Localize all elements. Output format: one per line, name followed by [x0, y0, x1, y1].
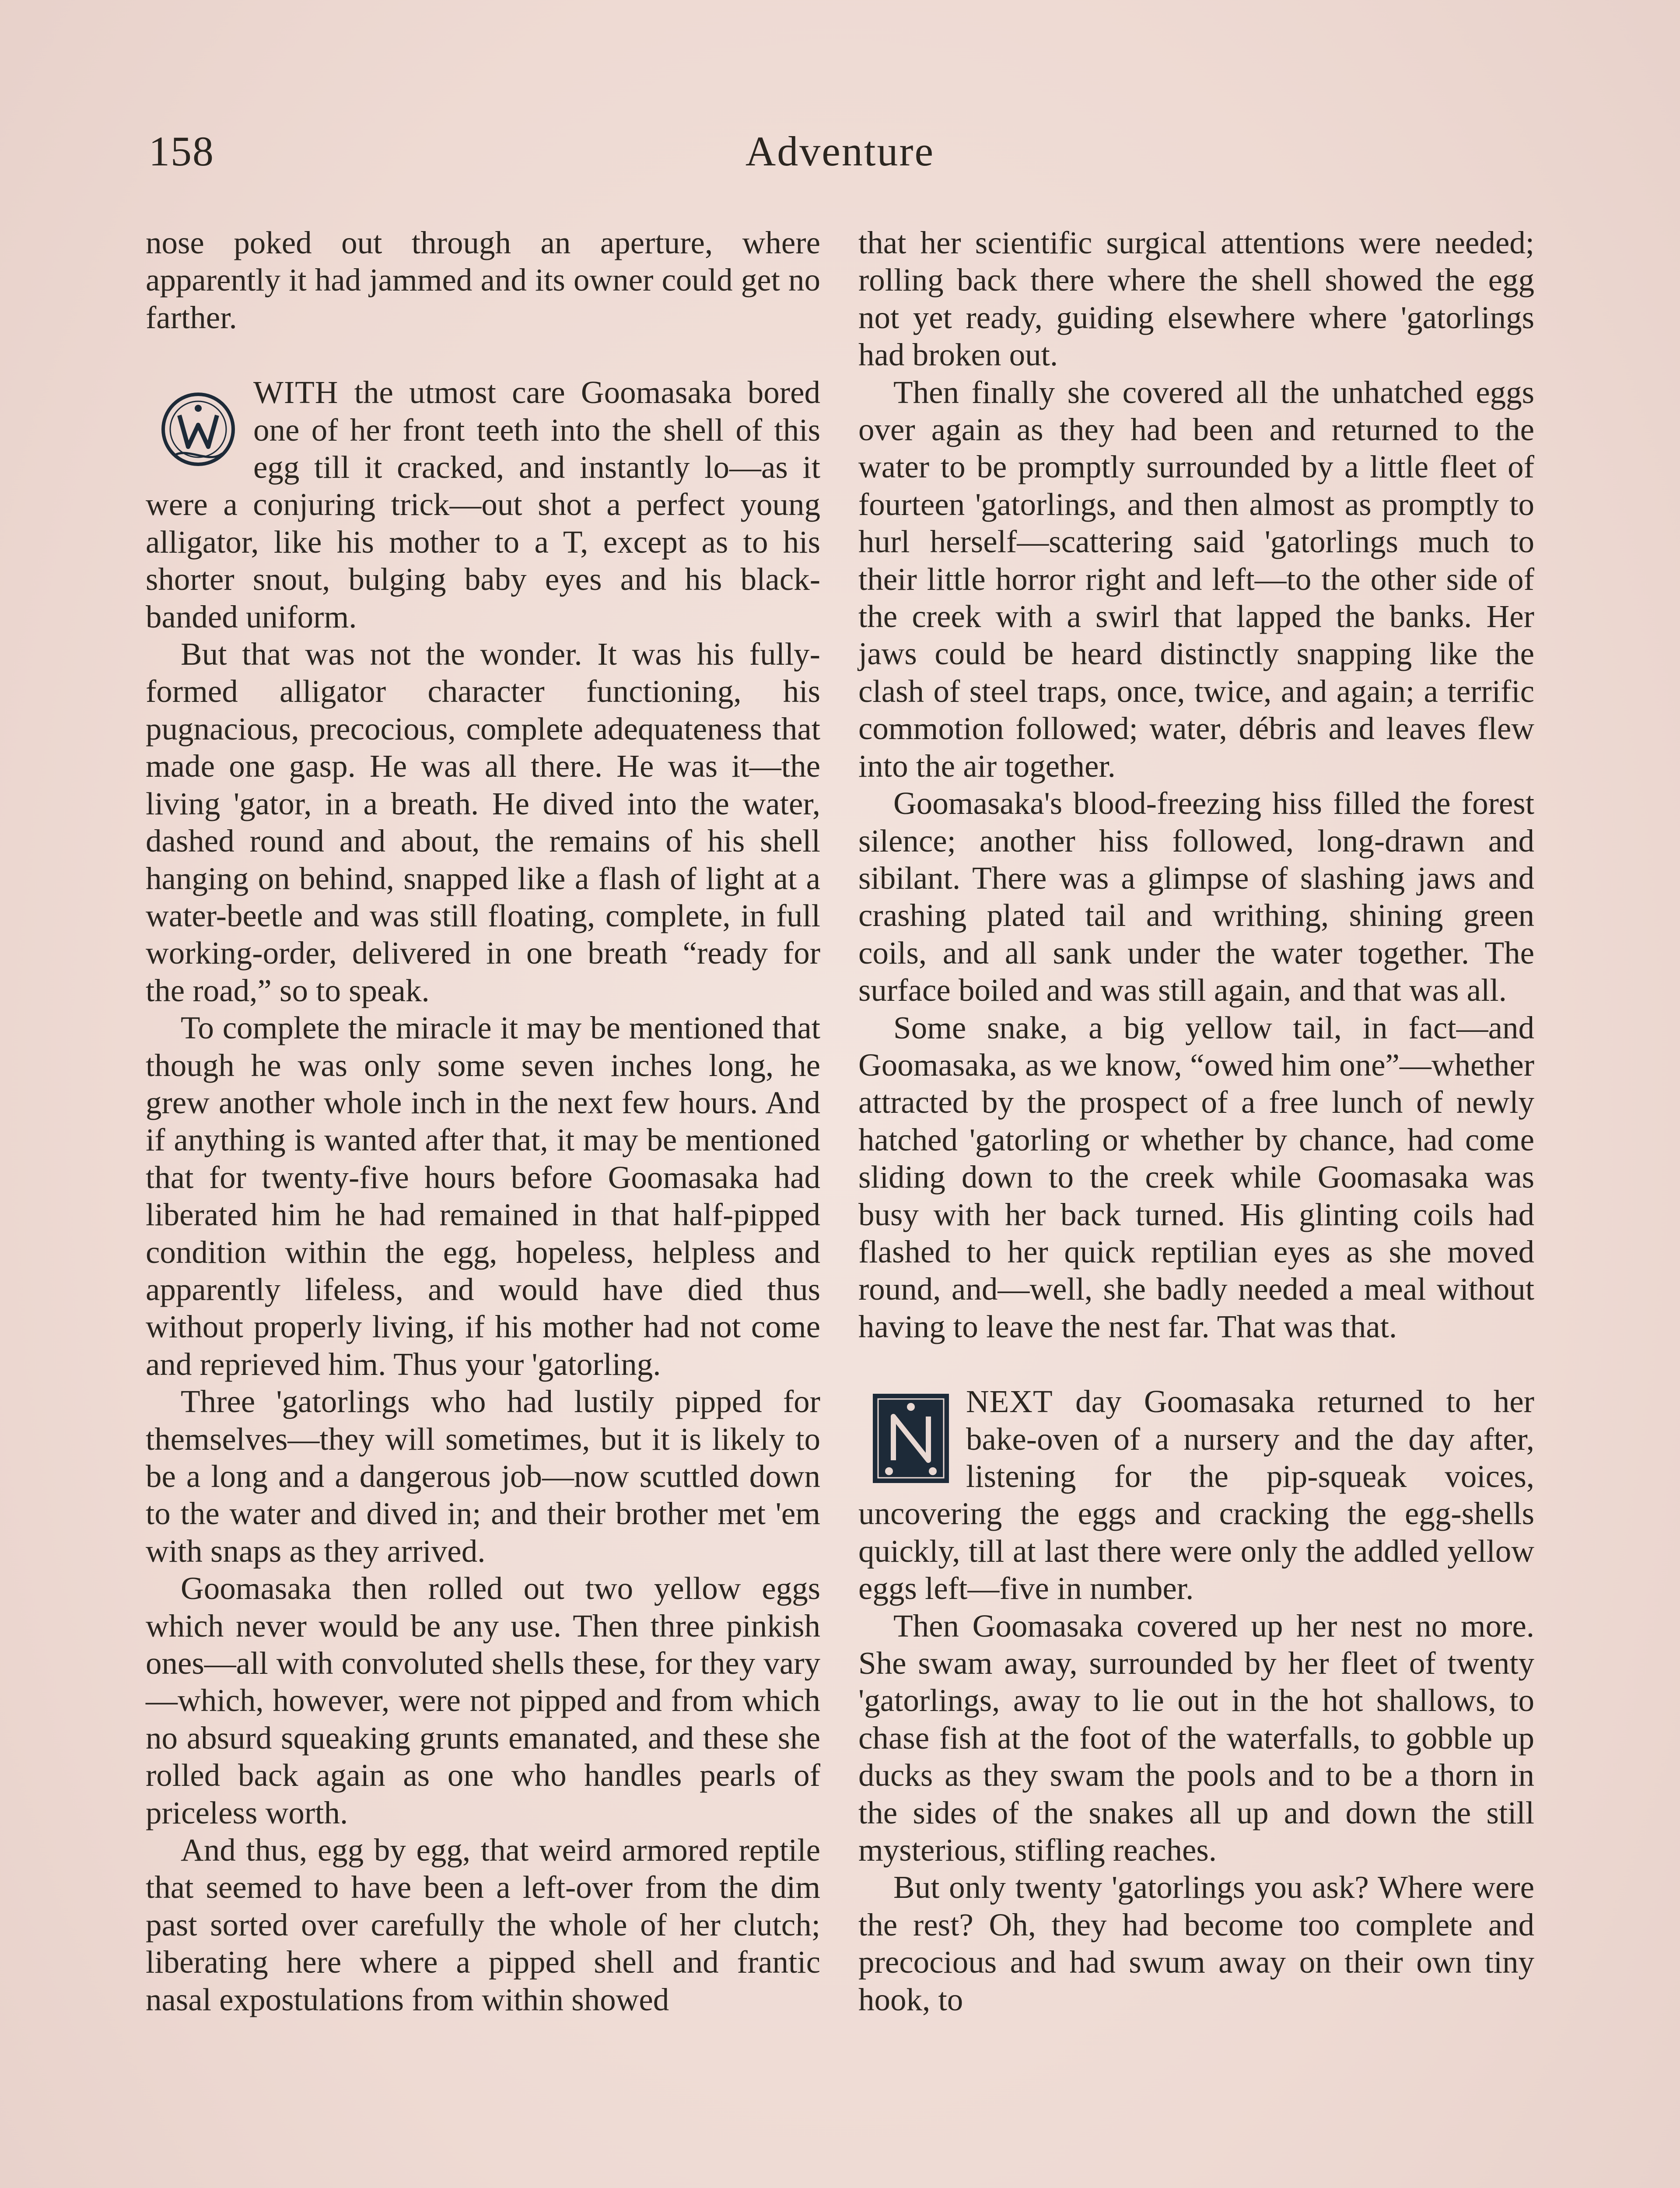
lead-word: NEXT — [966, 1384, 1053, 1420]
paragraph: But only twenty 'gatorlings you ask? Where were the rest? Oh, they had become too complete and precocious and had swum away on their own tiny hook, to — [858, 1869, 1534, 2017]
paragraph: Three 'gatorlings who had lustily pipped for themselves—they will sometimes, but it is likely to be a long and a dangerous job—now scuttled down to the water and dived in; and their brother met 'em with snaps as they arrived. — [146, 1384, 820, 1569]
paragraph-text: the utmost care Goomasaka bored one of her front teeth into the shell of this egg till it cracked, and instantly lo—as it were a conjuring trick—out shot a perfect young alligator, like his mother to a T, except as to his shorter snout, bulging baby eyes and his black-banded uniform. — [146, 375, 820, 635]
decorative-initial-n-icon — [867, 1389, 955, 1488]
paragraph: And thus, egg by egg, that weird armored reptile that seemed to have been a left-over from the dim past sorted over carefully the whole of her clutch; liberating here where a pipped shell and frantic nasal expostulations from within showed — [146, 1832, 820, 2017]
paragraph: that her scientific surgical attentions were needed; rolling back there where the shell showed the egg not yet ready, guiding elsewhere where 'gatorlings had broken out. — [858, 225, 1534, 373]
running-title: Adventure — [745, 128, 935, 175]
left-column — [146, 224, 820, 2018]
lead-word: WITH — [253, 375, 339, 410]
paragraph: Then Goomasaka covered up her nest no more. She swam away, surrounded by her fleet of twenty 'gatorlings, away to lie out in the hot shallows, to chase fish at the foot of the waterfalls, to gobble up ducks as they swam the pools and to be a thorn in the sides of the snakes all up and down the still mysterious, stifling reaches. — [858, 1608, 1534, 1868]
paragraph: Goomasaka's blood-freezing hiss filled the forest silence; another hiss followed, long-drawn and sibilant. There was a glimpse of slashing jaws and crashing plated tail and writhing, shining green coils, and all sank under the water together. The surface boiled and was still again, and that was all. — [858, 785, 1534, 1008]
paragraph-text: day Goomasaka returned to her bake-oven of a nursery and the day after, listening for the pip-squeak voices, uncovering the eggs and cracking the egg-shells quickly, till at last there were only the addled yellow eggs left—five in number. — [858, 1384, 1534, 1606]
paragraph: To complete the miracle it may be mentioned that though he was only some seven inches long, he grew another whole inch in the next few hours. And if anything is wanted after that, it may be mentioned that for twenty-five hours before Goomasaka had liberated him he had remained in that half-pipped condition within the egg, hopeless, helpless and apparently lifeless, and would have died thus without properly living, if his mother had not come and reprieved him. Thus your 'gatorling. — [146, 1010, 820, 1382]
paragraph: But that was not the wonder. It was his fully-formed alligator character functioning, his pugnacious, precocious, complete adequateness that made one gasp. He was all there. He was it—the living 'gator, in a breath. He dived into the water, dashed round and about, the remains of his shell hanging on behind, snapped like a flash of light at a water-beetle and was still floating, complete, in full working-order, delivered in one breath “ready for the road,” so to speak. — [146, 636, 820, 1008]
section-opening-paragraph — [858, 1383, 1534, 1607]
paragraph: Then finally she covered all the unhatched eggs over again as they had been and returned to the water to be promptly surrounded by a little fleet of fourteen 'gatorlings, and then almost as promptly to hurl herself—scattering said 'gatorlings much to their little horror right and left—to the other side of the creek with a swirl that lapped the banks. Her jaws could be heard distinctly snapping like the clash of steel traps, once, twice, and again; a terrific commotion followed; water, débris and leaves flew into the air together. — [858, 374, 1534, 784]
paragraph: nose poked out through an aperture, where apparently it had jammed and its owner could get no farther. — [146, 225, 820, 335]
page-number: 158 — [149, 128, 214, 175]
right-column — [858, 224, 1534, 2018]
section-break — [858, 1345, 1534, 1383]
section-opening-paragraph — [146, 374, 820, 635]
decorative-initial-w-icon — [154, 380, 242, 479]
paragraph: Some snake, a big yellow tail, in fact—and Goomasaka, as we know, “owed him one”—whether attracted by the prospect of a free lunch of newly hatched 'gatorling or whether by chance, had come sliding down to the creek while Goomasaka was busy with her back turned. His glinting coils had flashed to her quick reptilian eyes as she moved round, and—well, she badly needed a meal without having to leave the nest far. That was that. — [858, 1010, 1534, 1344]
paragraph: Goomasaka then rolled out two yellow eggs which never would be any use. Then three pinkish ones—all with convoluted shells these, for they vary—which, however, were not pipped and from which no absurd squeaking grunts emanated, and these she rolled back again as one who handles pearls of priceless worth. — [146, 1571, 820, 1830]
section-break — [146, 336, 820, 374]
